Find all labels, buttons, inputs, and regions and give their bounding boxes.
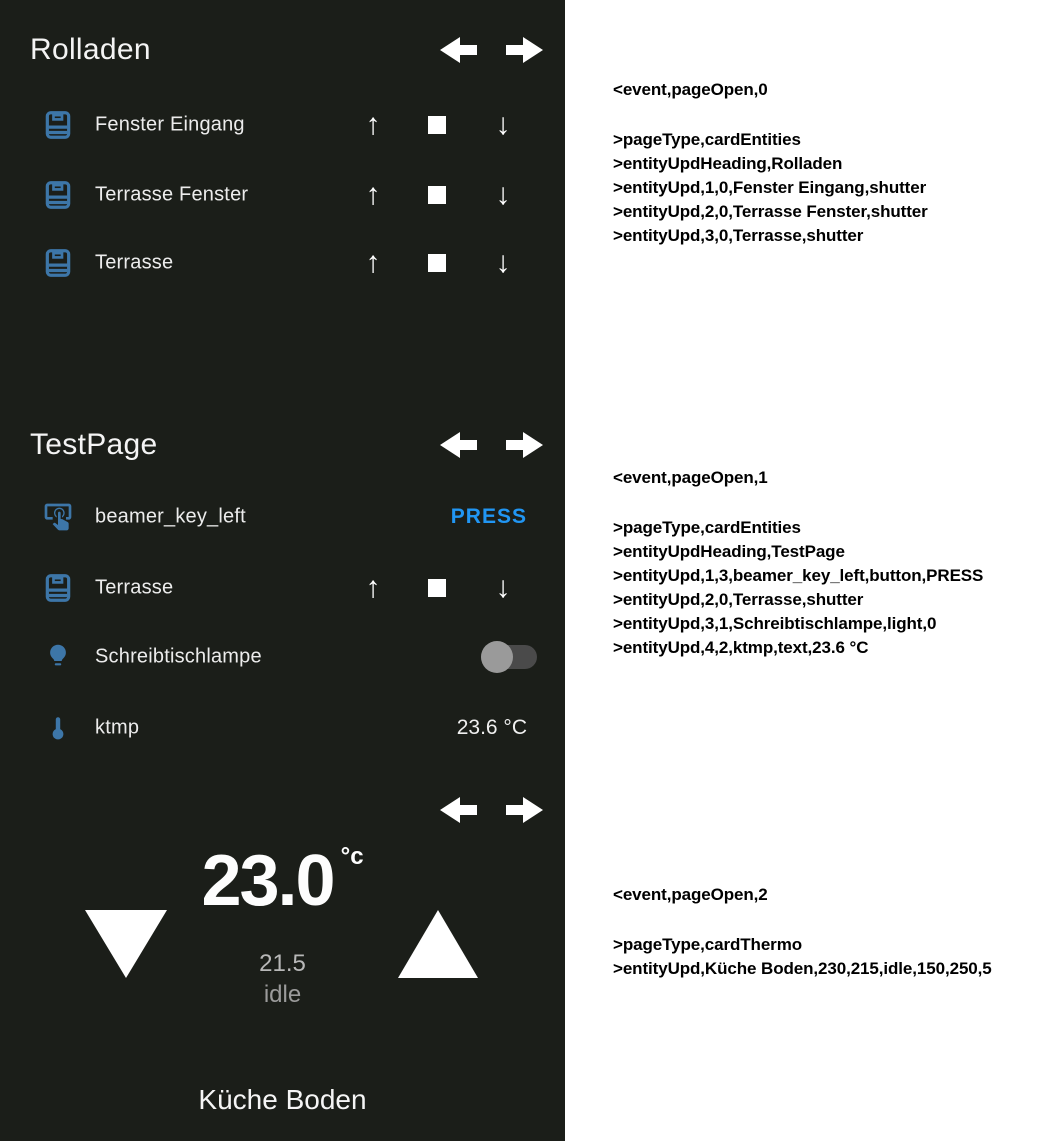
shutter-stop-icon[interactable] [428,579,446,597]
card-thermo [0,760,565,1141]
entity-row-shutter [0,167,565,223]
log-line: >entityUpd,1,0,Fenster Eingang,shutter [613,178,927,197]
entity-name: Terrasse [95,251,174,274]
entity-row-button [0,489,565,545]
shutter-stop-icon[interactable] [428,116,446,134]
page-nav [440,795,543,825]
log-event-line: <event,pageOpen,0 [613,80,768,99]
shutter-up-icon[interactable]: ↑ [365,108,381,141]
entity-row-text [0,700,565,756]
shutter-down-icon[interactable]: ↓ [495,108,511,141]
toggle-knob [481,641,513,673]
entity-name: Terrasse [95,576,174,599]
light-toggle[interactable] [481,645,537,669]
thermostat-entity-name: Küche Boden [198,1084,367,1115]
log-block-page1 [613,466,983,660]
log-lines [613,516,983,660]
log-line: >entityUpd,1,3,beamer_key_left,button,PRESS [613,566,984,585]
log-line: >entityUpd,4,2,ktmp,text,23.6 °C [613,638,869,657]
page-title: Rolladen [30,33,151,66]
window-shutter-icon [41,570,75,606]
entity-name: Terrasse Fenster [95,183,249,206]
card-header [30,788,543,832]
nav-next-icon[interactable] [506,795,543,825]
log-lines [613,128,928,248]
current-temperature-value: 23.0 [201,841,334,921]
log-line: >entityUpd,Küche Boden,230,215,idle,150,250,5 [613,959,992,978]
log-line: >pageType,cardEntities [613,518,801,537]
card-entities-rolladen [0,0,565,410]
card-header [30,28,543,72]
log-line: >entityUpd,2,0,Terrasse,shutter [613,590,864,609]
entity-row-shutter [0,235,565,291]
nav-next-icon[interactable] [506,430,543,460]
entity-name: ktmp [95,716,140,739]
entity-name: Schreibtischlampe [95,645,262,668]
page-nav [440,430,543,460]
shutter-stop-icon[interactable] [428,254,446,272]
log-event-line: <event,pageOpen,2 [613,885,768,904]
log-line: >entityUpd,2,0,Terrasse Fenster,shutter [613,202,928,221]
lightbulb-icon [41,639,75,675]
entity-name: beamer_key_left [95,505,246,528]
thermometer-icon [41,710,75,746]
shutter-up-icon[interactable]: ↑ [365,178,381,211]
card-header [30,423,543,467]
log-event-line: <event,pageOpen,1 [613,468,768,487]
entity-value: 23.6 °C [456,716,527,739]
window-shutter-icon [41,245,75,281]
log-line: >entityUpd,3,0,Terrasse,shutter [613,226,864,245]
gesture-tap-button-icon [41,499,75,535]
log-line: >entityUpdHeading,TestPage [613,542,845,561]
shutter-stop-icon[interactable] [428,186,446,204]
entity-row-shutter [0,97,565,153]
log-line: >entityUpd,3,1,Schreibtischlampe,light,0 [613,614,937,633]
press-button[interactable]: PRESS [450,505,527,528]
current-temperature [0,841,565,921]
shutter-down-icon[interactable]: ↓ [495,246,511,279]
hvac-state: idle [263,981,302,1008]
temperature-unit: °c [340,843,364,870]
log-lines [613,933,992,981]
window-shutter-icon [41,107,75,143]
entity-name: Fenster Eingang [95,113,245,136]
nav-prev-icon[interactable] [440,430,477,460]
target-temperature: 21.5 [259,950,306,977]
nav-prev-icon[interactable] [440,795,477,825]
log-block-page2 [613,883,992,981]
page-nav [440,35,543,65]
shutter-down-icon[interactable]: ↓ [495,178,511,211]
log-line: >entityUpdHeading,Rolladen [613,154,843,173]
nav-next-icon[interactable] [506,35,543,65]
shutter-up-icon[interactable]: ↑ [365,571,381,604]
entity-row-shutter [0,560,565,616]
shutter-up-icon[interactable]: ↑ [365,246,381,279]
nav-prev-icon[interactable] [440,35,477,65]
entity-row-light [0,629,565,685]
window-shutter-icon [41,177,75,213]
log-line: >pageType,cardThermo [613,935,802,954]
log-line: >pageType,cardEntities [613,130,801,149]
log-block-page0 [613,78,928,248]
page-title: TestPage [30,428,158,461]
card-entities-testpage [0,410,565,760]
shutter-down-icon[interactable]: ↓ [495,571,511,604]
